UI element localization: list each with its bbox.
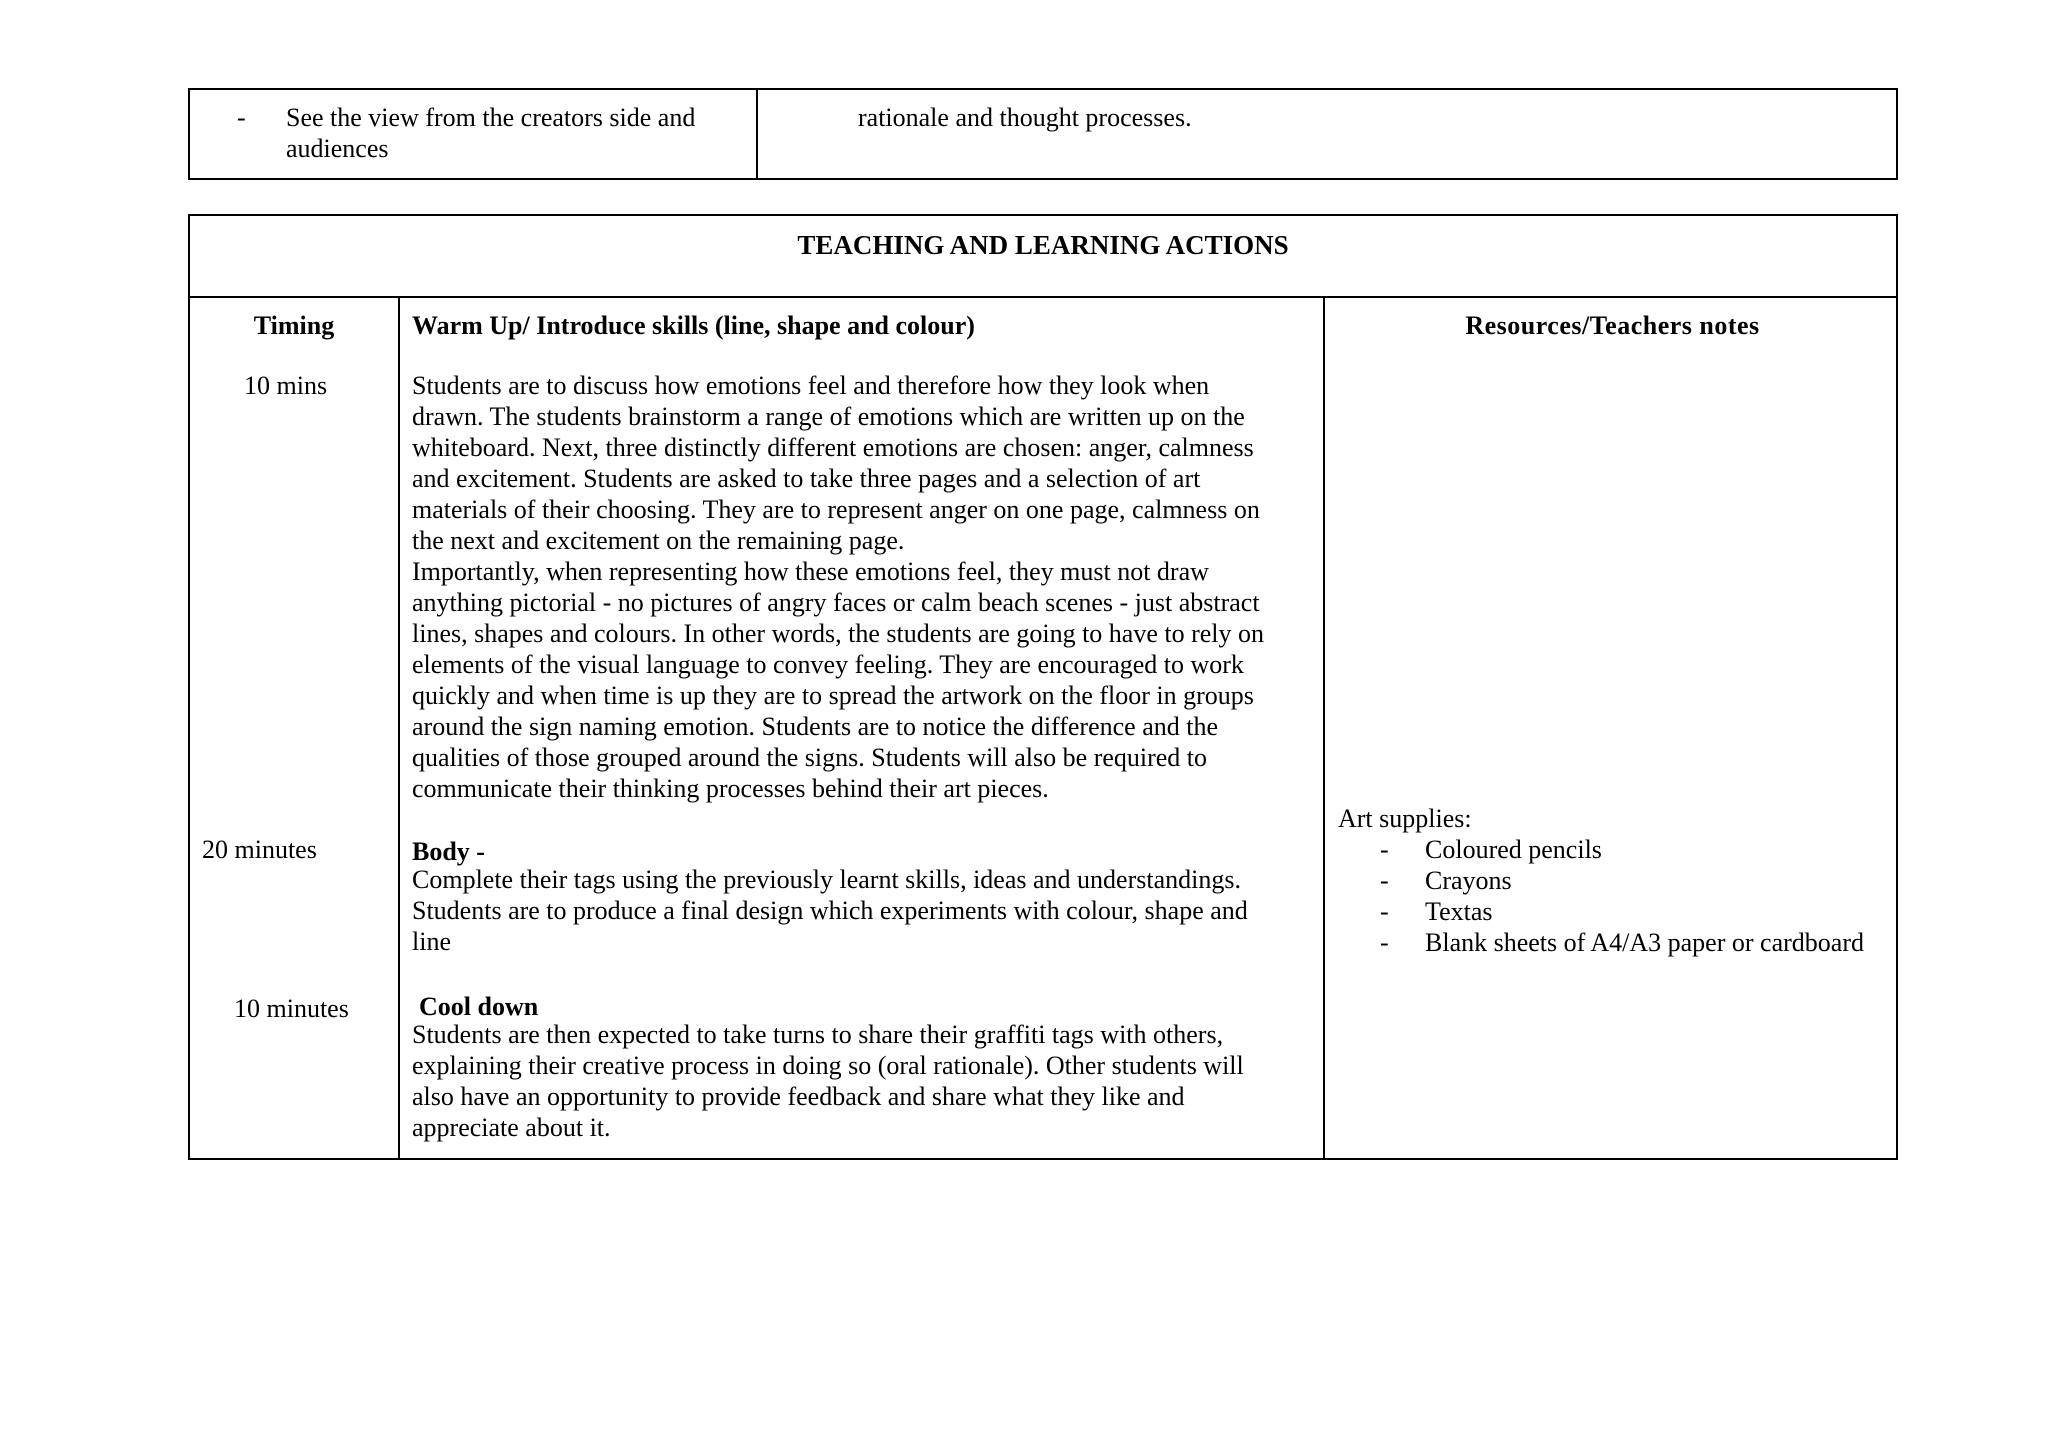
text-line: lines, shapes and colours. In other words, the students are going to have to rely on xyxy=(412,619,1265,648)
objective-item xyxy=(237,102,722,164)
column-divider xyxy=(756,90,758,178)
text-line: appreciate about it. xyxy=(412,1113,611,1142)
body-heading: Body - xyxy=(412,837,485,866)
objective-text-line-2: audiences xyxy=(286,134,389,163)
column-divider-timing xyxy=(398,296,400,1158)
list-item: - Coloured pencils xyxy=(1380,835,1602,864)
timing-cool-down: 10 minutes xyxy=(234,994,349,1023)
table-title-row xyxy=(190,216,1896,298)
text-line: line xyxy=(412,927,451,956)
resources-label: Art supplies: xyxy=(1338,804,1472,833)
warm-up-description xyxy=(412,370,1317,804)
objectives-table-continuation xyxy=(188,88,1898,180)
text-line: Importantly, when representing how these emotions feel, they must not draw xyxy=(412,557,1209,586)
teaching-learning-table xyxy=(188,214,1898,1160)
text-line: materials of their choosing. They are to represent anger on one page, calmness on xyxy=(412,495,1260,524)
timing-warm-up: 10 mins xyxy=(244,371,328,400)
timing-header: Timing xyxy=(253,311,335,340)
column-divider-resources xyxy=(1323,296,1325,1158)
resources-header: Resources/Teachers notes xyxy=(1465,311,1760,340)
text-line: Students are to produce a final design which experiments with colour, shape and xyxy=(412,896,1248,925)
warm-up-header: Warm Up/ Introduce skills (line, shape and colour) xyxy=(412,311,975,340)
text-line: around the sign naming emotion. Students are to notice the difference and the xyxy=(412,712,1219,741)
text-line: also have an opportunity to provide feedback and share what they like and xyxy=(412,1082,1185,1111)
list-item: - Crayons xyxy=(1380,866,1512,895)
list-item: - Blank sheets of A4/A3 paper or cardboard xyxy=(1380,928,1864,957)
bullet-dash: - xyxy=(237,103,246,132)
objective-text-line-1: See the view from the creators side and xyxy=(286,103,696,132)
text-line: Students are to discuss how emotions feel and therefore how they look when xyxy=(412,371,1210,400)
body-description xyxy=(412,864,1317,957)
text-line: drawn. The students brainstorm a range of emotions which are written up on the xyxy=(412,402,1245,431)
text-line: whiteboard. Next, three distinctly different emotions are chosen: anger, calmness xyxy=(412,433,1254,462)
text-line: elements of the visual language to convey feeling. They are encouraged to work xyxy=(412,650,1244,679)
text-line: explaining their creative process in doing so (oral rationale). Other students will xyxy=(412,1051,1244,1080)
text-line: and excitement. Students are asked to take three pages and a selection of art xyxy=(412,464,1201,493)
list-item: - Textas xyxy=(1380,897,1493,926)
text-line: anything pictorial - no pictures of angry faces or calm beach scenes - just abstract xyxy=(412,588,1260,617)
resources-list xyxy=(1338,834,1864,958)
cool-down-description xyxy=(412,1019,1317,1143)
timing-body: 20 minutes xyxy=(202,835,317,864)
text-line: communicate their thinking processes behind their art pieces. xyxy=(412,774,1049,803)
table-title: TEACHING AND LEARNING ACTIONS xyxy=(797,230,1289,260)
text-line: qualities of those grouped around the signs. Students will also be required to xyxy=(412,743,1208,772)
text-line: Complete their tags using the previously learnt skills, ideas and understandings. xyxy=(412,865,1241,894)
cool-down-heading: Cool down xyxy=(419,992,539,1021)
assessment-text: rationale and thought processes. xyxy=(858,103,1192,132)
text-line: quickly and when time is up they are to spread the artwork on the floor in groups xyxy=(412,681,1254,710)
text-line: the next and excitement on the remaining page. xyxy=(412,526,905,555)
text-line: Students are then expected to take turns to share their graffiti tags with others, xyxy=(412,1020,1224,1049)
